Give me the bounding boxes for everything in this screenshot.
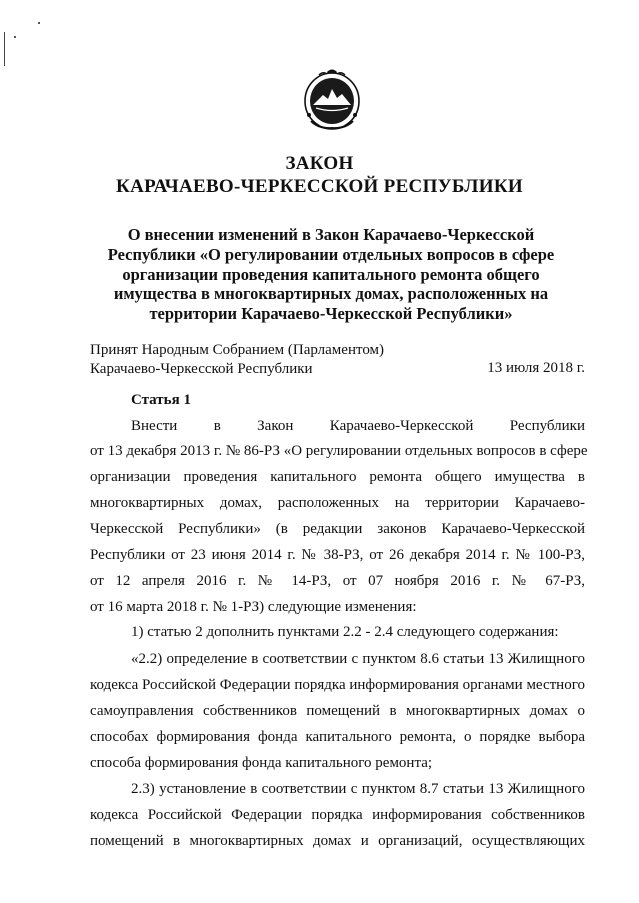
article-text-line: многоквартирных домах, расположенных на территории Карачаево- xyxy=(90,495,585,511)
article-text-line: кодекса Российской Федерации порядка информирования органами местного xyxy=(90,677,585,693)
law-title: ЗАКОН xyxy=(285,153,354,174)
article-text-line: помещений в многоквартирных домах и организаций, осуществляющих xyxy=(90,833,585,849)
article-text-line: 1) статью 2 дополнить пунктами 2.2 - 2.4 следующего содержания: xyxy=(131,624,559,640)
article-text-line: Республики от 23 июня 2014 г. № 38-РЗ, от 26 декабря 2014 г. № 100-РЗ, xyxy=(90,547,585,563)
adoption-line: Принят Народным Собранием (Парламентом) xyxy=(90,342,385,358)
article-text-line: от 12 апреля 2016 г. № 14-РЗ, от 07 ноября 2016 г. № 67-РЗ, xyxy=(90,573,585,589)
adoption-line: Карачаево-Черкесской Республики xyxy=(90,361,313,377)
article-text-line: Внести в Закон Карачаево-Черкесской Республики xyxy=(131,418,585,434)
adoption-info xyxy=(90,341,384,379)
adoption-date: 13 июля 2018 г. xyxy=(487,360,585,376)
law-subtitle: О внесении изменений в Закон Карачаево-Черкесской Республики «О регулировании отдельных вопросов в сфере организации проведения капитального ремонта общего имущества в многоквартирных домах, расположенных на территории Карачаево-Черкесской Республики» xyxy=(107,225,555,324)
article-heading: Статья 1 xyxy=(131,392,191,408)
article-text-line: организации проведения капитального ремонта общего имущества в xyxy=(90,469,585,485)
article-text-line: самоуправления собственников помещений в многоквартирных домах о xyxy=(90,703,585,719)
margin-dot xyxy=(14,36,16,38)
article-text-line: способа формирования фонда капитального ремонта; xyxy=(90,755,433,771)
article-text-line: от 16 марта 2018 г. № 1-РЗ) следующие изменения: xyxy=(90,599,417,615)
margin-mark xyxy=(4,22,6,66)
republic-title: КАРАЧАЕВО-ЧЕРКЕССКОЙ РЕСПУБЛИКИ xyxy=(116,176,523,197)
article-text-line: 2.3) установление в соответствии с пунктом 8.7 статьи 13 Жилищного xyxy=(131,781,585,797)
margin-dot xyxy=(38,22,40,24)
margin-line xyxy=(4,32,5,66)
article-text-line: Черкесской Республики» (в редакции законов Карачаево-Черкесской xyxy=(90,521,585,537)
article-text-line: от 13 декабря 2013 г. № 86-РЗ «О регулировании отдельных вопросов в сфере xyxy=(90,443,588,459)
article-text-line: способах формирования фонда капитального ремонта, о порядке выбора xyxy=(90,729,585,745)
article-text-line: «2.2) определение в соответствии с пунктом 8.6 статьи 13 Жилищного xyxy=(131,651,585,667)
coat-of-arms-emblem xyxy=(299,65,365,133)
article-text-line: кодекса Российской Федерации порядка информирования собственников xyxy=(90,807,585,823)
